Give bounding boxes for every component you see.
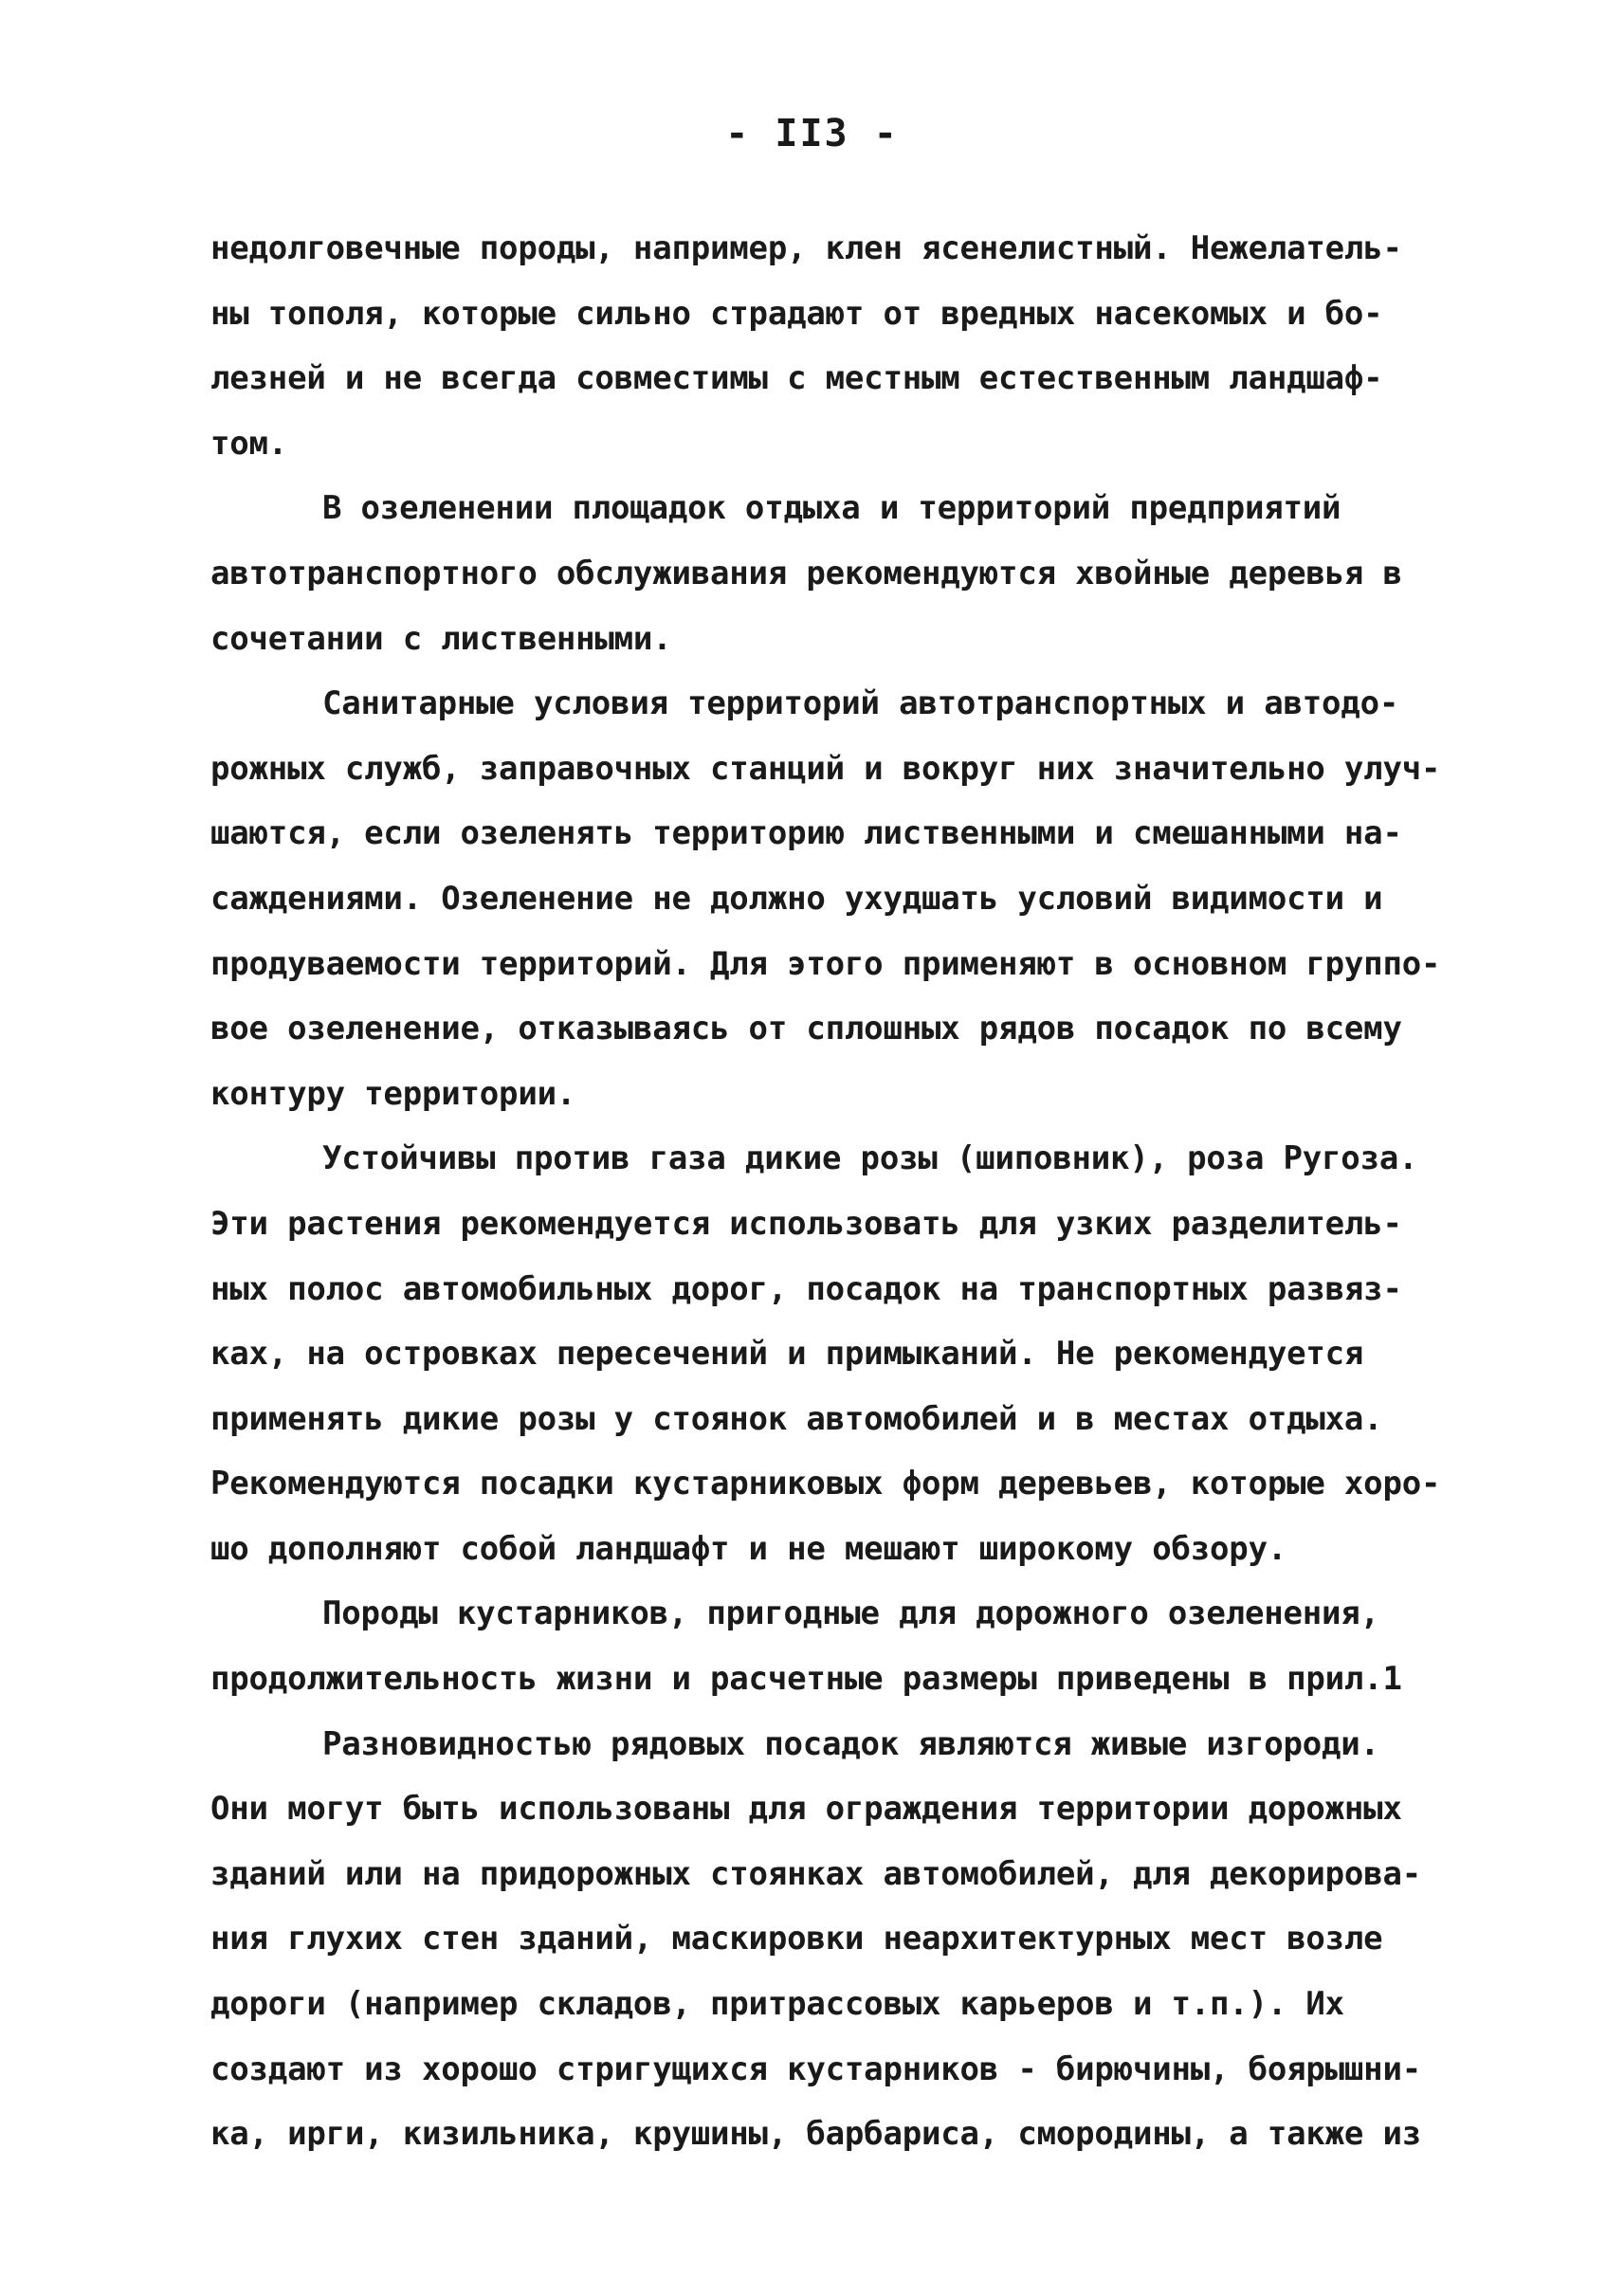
- text-line: рожных служб, заправочных станций и вокруг них значительно улуч-: [210, 749, 1441, 788]
- text-line: зданий или на придорожных стоянках автомобилей, для декорирова-: [210, 1854, 1421, 1893]
- page-number: - II3 -: [725, 112, 899, 155]
- paragraph: [210, 1712, 1443, 2167]
- text-line: Они могут быть использованы для ограждения территории дорожных: [210, 1790, 1402, 1829]
- body-text: [210, 216, 1443, 2167]
- paragraph: [210, 1126, 1443, 1581]
- text-line: Породы кустарников, пригодные для дорожного озеленения,: [322, 1594, 1379, 1633]
- text-line: ках, на островках пересечений и примыканий. Не рекомендуется: [210, 1335, 1364, 1374]
- text-line: лезней и не всегда совместимы с местным естественным ландшаф-: [210, 359, 1383, 398]
- text-line: продолжительность жизни и расчетные размеры приведены в прил.1: [210, 1660, 1402, 1699]
- text-line: сочетании с лиственными.: [210, 619, 672, 658]
- text-line: применять дикие розы у стоянок автомобилей и в местах отдыха.: [210, 1399, 1383, 1438]
- text-line: дороги (например складов, притрассовых карьеров и т.п.). Их: [210, 1985, 1344, 2024]
- text-line: контуру территории.: [210, 1074, 576, 1113]
- text-line: саждениями. Озеленение не должно ухудшать условий видимости и: [210, 879, 1383, 918]
- text-line: Рекомендуются посадки кустарниковых форм деревьев, которые хоро-: [210, 1465, 1441, 1503]
- text-line: недолговечные породы, например, клен ясенелистный. Нежелатель-: [210, 229, 1402, 267]
- text-line: продуваемости территорий. Для этого применяют в основном группо-: [210, 944, 1441, 983]
- text-line: вое озеленение, отказываясь от сплошных рядов посадок по всему: [210, 1010, 1402, 1048]
- text-line: том.: [210, 424, 288, 463]
- text-line: Устойчивы против газа дикие розы (шиповник), роза Ругоза.: [322, 1139, 1418, 1178]
- text-line: Санитарные условия территорий автотранспортных и автодо-: [322, 684, 1399, 723]
- text-line: создают из хорошо стригущихся кустарников - бирючины, боярышни-: [210, 2049, 1421, 2088]
- text-line: шо дополняют собой ландшафт и не мешают широкому обзору.: [210, 1529, 1287, 1568]
- text-line: ны тополя, которые сильно страдают от вредных насекомых и бо-: [210, 294, 1383, 333]
- text-line: В озеленении площадок отдыха и территорий предприятий: [322, 489, 1341, 528]
- paragraph: [210, 1581, 1443, 1711]
- text-line: ка, ирги, кизильника, крушины, барбариса, смородины, а также из: [210, 2115, 1421, 2154]
- paragraph: [210, 671, 1443, 1126]
- paragraph: [210, 476, 1443, 671]
- text-line: ных полос автомобильных дорог, посадок на транспортных развяз-: [210, 1269, 1402, 1308]
- text-line: автотранспортного обслуживания рекомендуются хвойные деревья в: [210, 554, 1402, 592]
- text-line: ния глухих стен зданий, маскировки неархитектурных мест возле: [210, 1920, 1383, 1958]
- text-line: шаются, если озеленять территорию лиственными и смешанными на-: [210, 814, 1402, 853]
- paragraph: [210, 216, 1443, 476]
- text-line: Эти растения рекомендуется использовать для узких разделитель-: [210, 1204, 1402, 1243]
- text-line: Разновидностью рядовых посадок являются живые изгороди.: [322, 1724, 1379, 1763]
